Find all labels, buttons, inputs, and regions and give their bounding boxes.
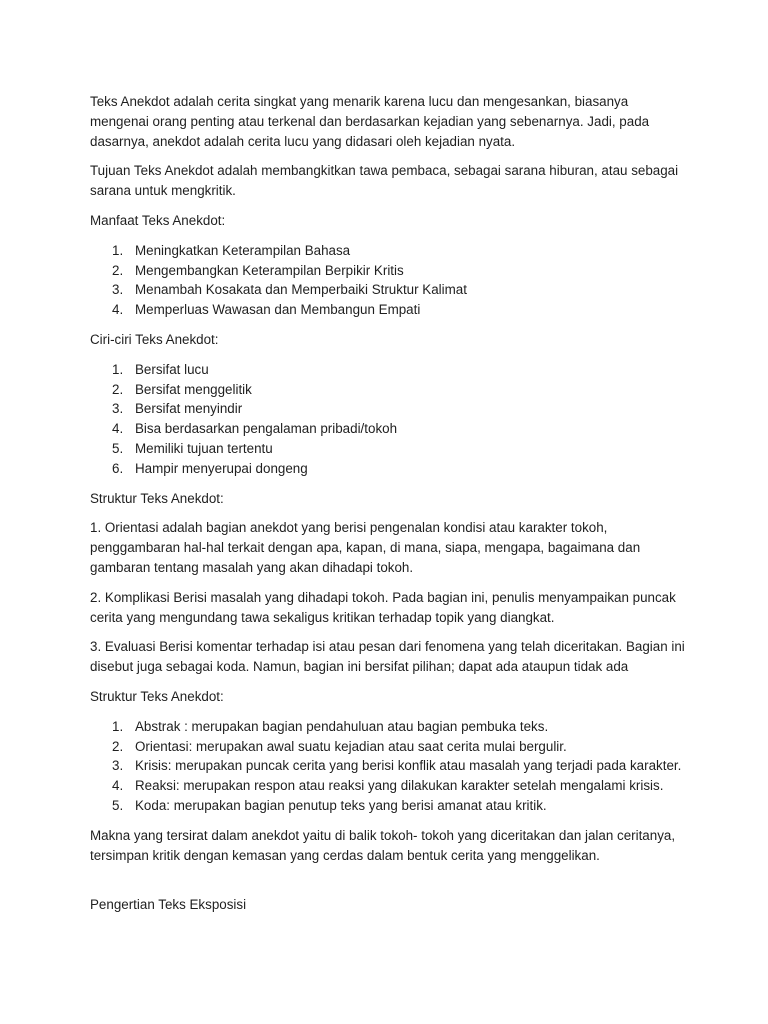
list-item-text: Memperluas Wawasan dan Membangun Empati: [135, 302, 421, 318]
list-number: 5.: [112, 440, 124, 456]
list-item: [90, 399, 690, 419]
list-number: 2.: [112, 738, 124, 754]
list-number: 2.: [112, 262, 124, 278]
list-item-text: Menambah Kosakata dan Memperbaiki Struktur Kalimat: [135, 282, 467, 298]
list-number: 4.: [112, 778, 124, 794]
list-item: [90, 280, 690, 300]
list-item: [90, 459, 690, 479]
list-number: 3.: [112, 401, 124, 417]
list-number: 2.: [112, 381, 124, 397]
benefits-heading: Manfaat Teks Anekdot:: [90, 212, 226, 228]
list-item-text: Bersifat menggelitik: [135, 381, 252, 397]
list-item: [90, 737, 690, 757]
benefits-list: [90, 241, 690, 320]
list-item: [90, 439, 690, 459]
blank-line: [90, 875, 690, 895]
exposition-heading: Pengertian Teks Eksposisi: [90, 897, 247, 913]
structure-evaluation-paragraph: 3. Evaluasi Berisi komentar terhadap isi atau pesan dari fenomena yang telah diceritakan. Bagian ini disebut juga sebagai koda. Namun, bagian ini bersifat pilihan; dapat ada ataupun tidak ada: [90, 639, 685, 675]
list-number: 1.: [112, 242, 124, 258]
list-item: [90, 776, 690, 796]
list-item-text: Mengembangkan Keterampilan Berpikir Kritis: [135, 262, 404, 278]
list-item: [90, 419, 690, 439]
structure-heading: Struktur Teks Anekdot:: [90, 490, 224, 506]
structure-list: [90, 717, 690, 816]
list-item: [90, 360, 690, 380]
list-item-text: Bersifat menyindir: [135, 401, 243, 417]
list-item: [90, 796, 690, 816]
structure-heading-second: Struktur Teks Anekdot:: [90, 688, 224, 704]
list-number: 4.: [112, 421, 124, 437]
purpose-paragraph: Tujuan Teks Anekdot adalah membangkitkan tawa pembaca, sebagai sarana hiburan, atau sebagai sarana untuk mengkritik.: [90, 163, 679, 199]
list-item: [90, 300, 690, 320]
traits-list: [90, 360, 690, 479]
list-item: [90, 241, 690, 261]
list-number: 1.: [112, 718, 124, 734]
list-item-text: Memiliki tujuan tertentu: [135, 440, 273, 456]
list-item-text: Orientasi: merupakan awal suatu kejadian atau saat cerita mulai bergulir.: [135, 738, 567, 754]
list-item-text: Abstrak : merupakan bagian pendahuluan atau bagian pembuka teks.: [135, 718, 549, 734]
document-body: [90, 92, 690, 925]
list-item-text: Meningkatkan Keterampilan Bahasa: [135, 242, 351, 258]
list-number: 4.: [112, 302, 124, 318]
list-item: [90, 380, 690, 400]
list-item: [90, 756, 690, 776]
structure-complication-paragraph: 2. Komplikasi Berisi masalah yang dihadapi tokoh. Pada bagian ini, penulis menyampaikan puncak cerita yang mengundang tawa sekaligus kritikan terhadap topik yang diangkat.: [90, 589, 676, 625]
intro-definition-paragraph: Teks Anekdot adalah cerita singkat yang menarik karena lucu dan mengesankan, biasanya mengenai orang penting atau terkenal dan berdasarkan kejadian yang sebenarnya. Jadi, pada dasarnya, anekdot adalah cerita lucu yang didasari oleh kejadian nyata.: [90, 94, 650, 149]
list-item-text: Bersifat lucu: [135, 361, 209, 377]
traits-heading: Ciri-ciri Teks Anekdot:: [90, 331, 219, 347]
list-item: [90, 717, 690, 737]
structure-orientation-paragraph: 1. Orientasi adalah bagian anekdot yang berisi pengenalan kondisi atau karakter tokoh, penggambaran hal-hal terkait dengan apa, kapan, di mana, siapa, mengapa, bagaimana dan gambaran tentang masalah yang akan dihadapi tokoh.: [90, 520, 641, 575]
list-number: 6.: [112, 460, 124, 476]
list-number: 3.: [112, 282, 124, 298]
list-number: 3.: [112, 758, 124, 774]
list-item: [90, 261, 690, 281]
list-item-text: Bisa berdasarkan pengalaman pribadi/tokoh: [135, 421, 398, 437]
list-item-text: Krisis: merupakan puncak cerita yang berisi konflik atau masalah yang terjadi pada karakter.: [135, 758, 682, 774]
list-item-text: Koda: merupakan bagian penutup teks yang berisi amanat atau kritik.: [135, 797, 547, 813]
list-number: 1.: [112, 361, 124, 377]
meaning-paragraph: Makna yang tersirat dalam anekdot yaitu di balik tokoh- tokoh yang diceritakan dan jalan ceritanya, tersimpan kritik dengan kemasan yang cerdas dalam bentuk cerita yang menggelikan.: [90, 827, 676, 863]
list-number: 5.: [112, 797, 124, 813]
list-item-text: Hampir menyerupai dongeng: [135, 460, 308, 476]
list-item-text: Reaksi: merupakan respon atau reaksi yang dilakukan karakter setelah mengalami krisis.: [135, 778, 664, 794]
